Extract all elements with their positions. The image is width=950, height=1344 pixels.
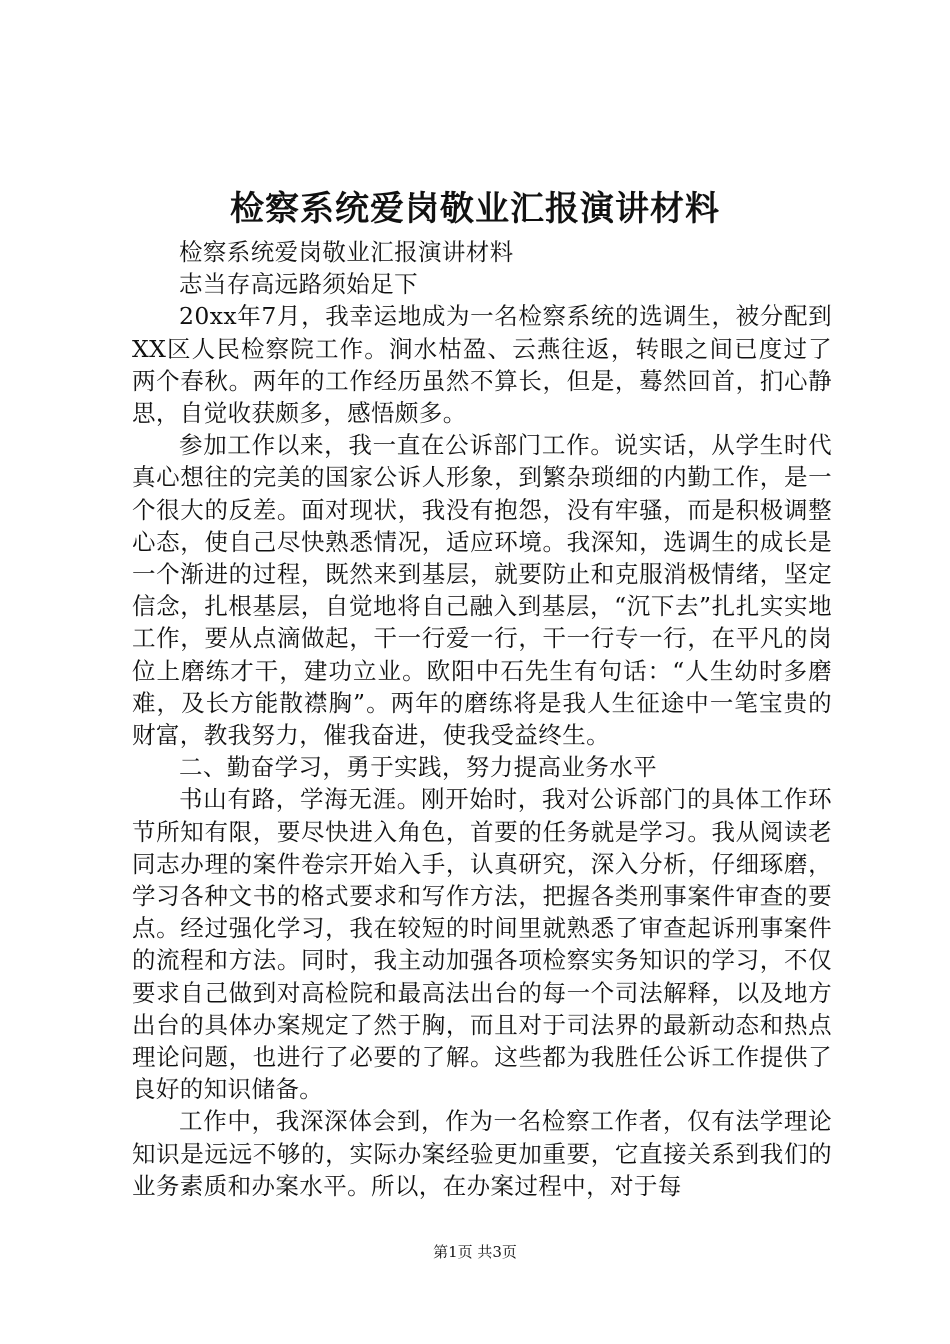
document-body [132,236,832,1202]
paragraph-heading-one: 志当存高远路须始足下 [179,270,418,299]
paragraph-heading-two: 二、勤奋学习，勇于实践，努力提高业务水平 [179,753,657,782]
paragraph: 参加工作以来，我一直在公诉部门工作。说实话，从学生时代真心想往的完美的国家公诉人形象，到繁杂琐细的内勤工作，是一个很大的反差。面对现状，我没有抱怨，没有牢骚，而是积极调整心态，使自己尽快熟悉情况，适应环境。我深知，选调生的成长是一个渐进的过程，既然来到基层，就要防止和克服消极情绪，坚定信念，扎根基层，自觉地将自己融入到基层，“沉下去”扎扎实实地工作，要从点滴做起，干一行爱一行，干一行专一行，在平凡的岗位上磨练才干，建功立业。欧阳中石先生有句话：“人生幼时多磨难，及长方能散襟胸”。两年的磨练将是我人生征途中一笔宝贵的财富，教我努力，催我奋进，使我受益终生。 [132,431,832,750]
document-title: 检察系统爱岗敬业汇报演讲材料 [230,189,720,229]
paragraph: 书山有路，学海无涯。刚开始时，我对公诉部门的具体工作环节所知有限，要尽快进入角色，首要的任务就是学习。我从阅读老同志办理的案件卷宗开始入手，认真研究，深入分析，仔细琢磨，学习各种文书的格式要求和写作方法，把握各类刑事案件审查的要点。经过强化学习，我在较短的时间里就熟悉了审查起诉刑事案件的流程和方法。同时，我主动加强各项检察实务知识的学习，不仅要求自己做到对高检院和最高法出台的每一个司法解释，以及地方出台的具体办案规定了然于胸，而且对于司法界的最新动态和热点理论问题，也进行了必要的了解。这些都为我胜任公诉工作提供了良好的知识储备。 [132,785,832,1104]
paragraph-subtitle: 检察系统爱岗敬业汇报演讲材料 [179,238,514,266]
page-footer: 第1页 共3页 [433,1243,517,1261]
paragraph: 20xx年7月，我幸运地成为一名检察系统的选调生，被分配到XX区人民检察院工作。涧水枯盈、云燕往返，转眼之间已度过了两个春秋。两年的工作经历虽然不算长，但是，蓦然回首，扪心静思，自觉收获颇多，感悟颇多。 [132,302,832,428]
paragraph: 工作中，我深深体会到，作为一名检察工作者，仅有法学理论知识是远远不够的，实际办案经验更加重要，它直接关系到我们的业务素质和办案水平。所以，在办案过程中，对于每 [132,1107,832,1200]
